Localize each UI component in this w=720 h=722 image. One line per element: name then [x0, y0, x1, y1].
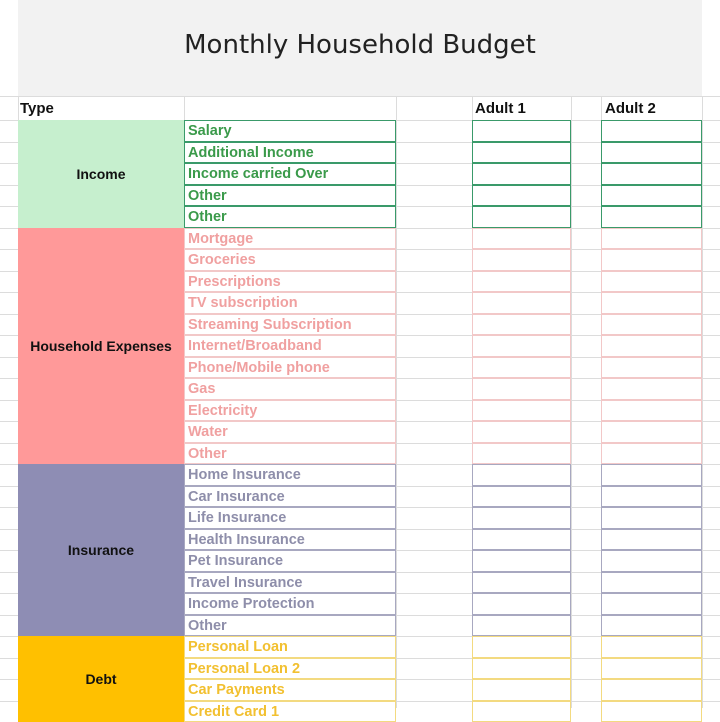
adult-1-amount-cell[interactable]	[472, 486, 571, 508]
header-adult-2: Adult 2	[605, 100, 656, 117]
budget-item[interactable]: Car Insurance	[184, 486, 396, 508]
adult-1-amount-cell[interactable]	[472, 206, 571, 228]
adult-1-amount-cell[interactable]	[472, 314, 571, 336]
budget-item[interactable]: Streaming Subscription	[184, 314, 396, 336]
adult-2-amount-cell[interactable]	[601, 335, 702, 357]
category-household-expenses: Household Expenses	[18, 228, 184, 465]
adult-1-amount-cell[interactable]	[472, 142, 571, 164]
grid-column-line	[702, 96, 703, 708]
adult-2-amount-cell[interactable]	[601, 679, 702, 701]
adult-2-amount-cell[interactable]	[601, 163, 702, 185]
adult-2-amount-cell[interactable]	[601, 464, 702, 486]
adult-2-amount-cell[interactable]	[601, 314, 702, 336]
budget-item[interactable]: Credit Card 1	[184, 701, 396, 722]
adult-1-amount-cell[interactable]	[472, 636, 571, 658]
budget-item[interactable]: Personal Loan 2	[184, 658, 396, 680]
adult-1-amount-cell[interactable]	[472, 378, 571, 400]
adult-1-amount-cell[interactable]	[472, 357, 571, 379]
budget-item[interactable]: Income carried Over	[184, 163, 396, 185]
adult-2-amount-cell[interactable]	[601, 206, 702, 228]
adult-2-amount-cell[interactable]	[601, 378, 702, 400]
adult-1-amount-cell[interactable]	[472, 529, 571, 551]
adult-2-amount-cell[interactable]	[601, 658, 702, 680]
budget-item[interactable]: Electricity	[184, 400, 396, 422]
category-income: Income	[18, 120, 184, 228]
header-adult-1: Adult 1	[475, 100, 526, 117]
adult-2-amount-cell[interactable]	[601, 507, 702, 529]
budget-item[interactable]: Home Insurance	[184, 464, 396, 486]
adult-2-amount-cell[interactable]	[601, 357, 702, 379]
budget-item[interactable]: Salary	[184, 120, 396, 142]
budget-item[interactable]: Groceries	[184, 249, 396, 271]
adult-2-amount-cell[interactable]	[601, 443, 702, 465]
budget-item[interactable]: Phone/Mobile phone	[184, 357, 396, 379]
adult-1-amount-cell[interactable]	[472, 249, 571, 271]
budget-item[interactable]: Mortgage	[184, 228, 396, 250]
adult-1-amount-cell[interactable]	[472, 335, 571, 357]
budget-item[interactable]: TV subscription	[184, 292, 396, 314]
adult-2-amount-cell[interactable]	[601, 636, 702, 658]
adult-1-amount-cell[interactable]	[472, 615, 571, 637]
budget-item[interactable]: Prescriptions	[184, 271, 396, 293]
budget-item[interactable]: Personal Loan	[184, 636, 396, 658]
adult-2-amount-cell[interactable]	[601, 271, 702, 293]
adult-2-amount-cell[interactable]	[601, 249, 702, 271]
adult-1-amount-cell[interactable]	[472, 701, 571, 722]
budget-item[interactable]: Car Payments	[184, 679, 396, 701]
adult-1-amount-cell[interactable]	[472, 400, 571, 422]
adult-2-amount-cell[interactable]	[601, 292, 702, 314]
adult-1-amount-cell[interactable]	[472, 572, 571, 594]
grid-column-line	[396, 96, 397, 708]
adult-1-amount-cell[interactable]	[472, 421, 571, 443]
category-insurance: Insurance	[18, 464, 184, 636]
budget-item[interactable]: Water	[184, 421, 396, 443]
adult-1-amount-cell[interactable]	[472, 185, 571, 207]
category-debt: Debt	[18, 636, 184, 722]
adult-1-amount-cell[interactable]	[472, 292, 571, 314]
budget-item[interactable]: Life Insurance	[184, 507, 396, 529]
adult-2-amount-cell[interactable]	[601, 550, 702, 572]
adult-1-amount-cell[interactable]	[472, 464, 571, 486]
budget-item[interactable]: Other	[184, 443, 396, 465]
budget-item[interactable]: Gas	[184, 378, 396, 400]
adult-1-amount-cell[interactable]	[472, 593, 571, 615]
budget-item[interactable]: Travel Insurance	[184, 572, 396, 594]
budget-item[interactable]: Other	[184, 615, 396, 637]
adult-2-amount-cell[interactable]	[601, 572, 702, 594]
adult-2-amount-cell[interactable]	[601, 593, 702, 615]
adult-2-amount-cell[interactable]	[601, 529, 702, 551]
adult-1-amount-cell[interactable]	[472, 658, 571, 680]
budget-item[interactable]: Additional Income	[184, 142, 396, 164]
adult-2-amount-cell[interactable]	[601, 615, 702, 637]
adult-1-amount-cell[interactable]	[472, 507, 571, 529]
adult-1-amount-cell[interactable]	[472, 443, 571, 465]
adult-1-amount-cell[interactable]	[472, 550, 571, 572]
budget-item[interactable]: Income Protection	[184, 593, 396, 615]
budget-item[interactable]: Other	[184, 185, 396, 207]
adult-1-amount-cell[interactable]	[472, 679, 571, 701]
adult-2-amount-cell[interactable]	[601, 400, 702, 422]
budget-item[interactable]: Pet Insurance	[184, 550, 396, 572]
budget-item[interactable]: Other	[184, 206, 396, 228]
budget-item[interactable]: Health Insurance	[184, 529, 396, 551]
adult-2-amount-cell[interactable]	[601, 421, 702, 443]
adult-2-amount-cell[interactable]	[601, 142, 702, 164]
budget-item[interactable]: Internet/Broadband	[184, 335, 396, 357]
header-type: Type	[20, 100, 54, 117]
adult-1-amount-cell[interactable]	[472, 163, 571, 185]
adult-2-amount-cell[interactable]	[601, 120, 702, 142]
adult-2-amount-cell[interactable]	[601, 486, 702, 508]
grid-column-line	[571, 96, 572, 708]
adult-2-amount-cell[interactable]	[601, 701, 702, 722]
adult-2-amount-cell[interactable]	[601, 185, 702, 207]
grid-row-line	[0, 96, 720, 97]
adult-1-amount-cell[interactable]	[472, 228, 571, 250]
page-title: Monthly Household Budget	[0, 30, 720, 60]
adult-2-amount-cell[interactable]	[601, 228, 702, 250]
adult-1-amount-cell[interactable]	[472, 271, 571, 293]
adult-1-amount-cell[interactable]	[472, 120, 571, 142]
